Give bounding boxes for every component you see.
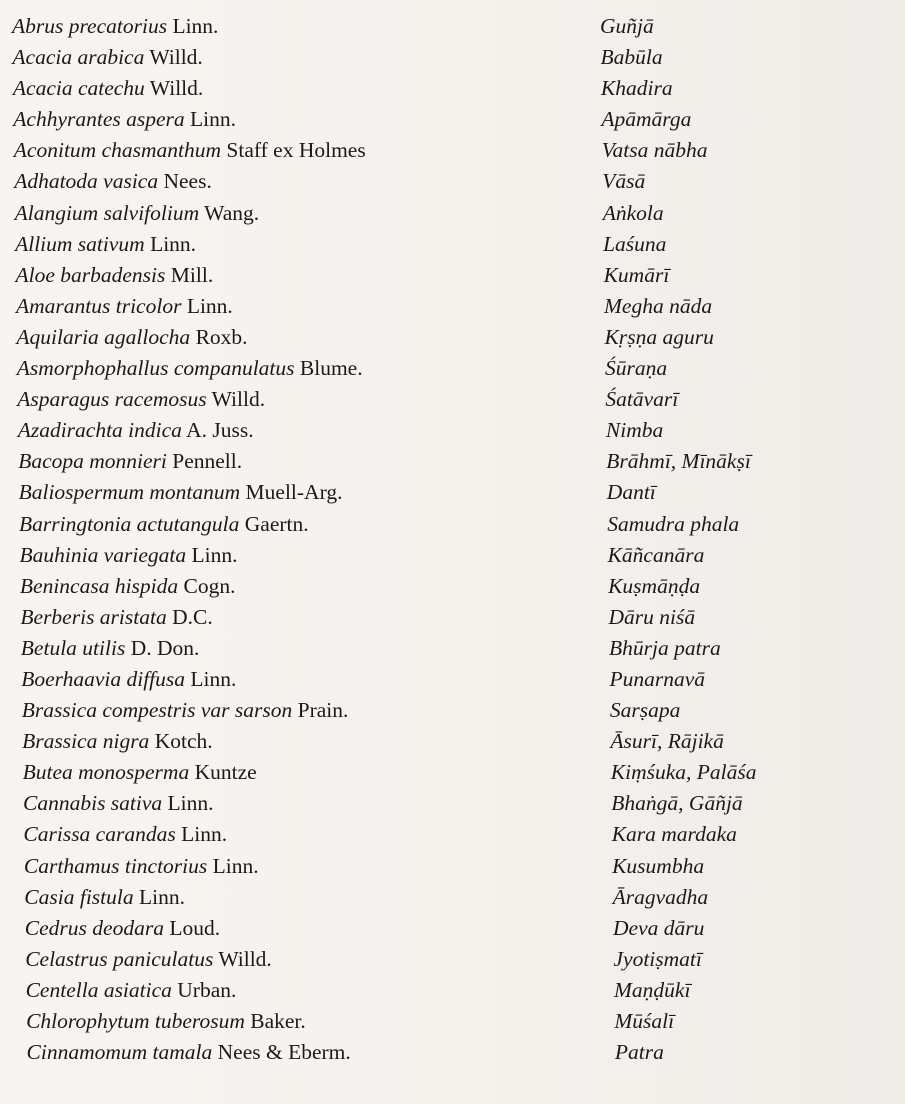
authority: Blume. xyxy=(294,356,363,381)
sanskrit-name: Bhūrja patra xyxy=(609,635,721,660)
list-item xyxy=(0,543,905,574)
sanskrit-name: Kiṃśuka, Palāśa xyxy=(610,760,757,785)
species-name: Baliospermum montanum xyxy=(18,480,241,505)
sanskrit-name: Brāhmī, Mīnākṣī xyxy=(606,449,751,474)
botanical-name xyxy=(26,978,237,1003)
authority: A. Juss. xyxy=(181,418,254,443)
botanical-name xyxy=(16,325,247,350)
authority: Linn. xyxy=(181,293,233,318)
sanskrit-name: Megha nāda xyxy=(604,293,713,318)
botanical-name xyxy=(14,138,366,163)
authority: Loud. xyxy=(163,915,221,940)
list-item xyxy=(0,76,905,107)
list-item xyxy=(0,418,905,449)
botanical-name xyxy=(27,1040,351,1065)
list-item xyxy=(0,449,905,480)
list-item xyxy=(0,854,905,885)
species-name: Benincasa hispida xyxy=(19,573,179,598)
species-name: Carthamus tinctorius xyxy=(23,853,208,878)
sanskrit-name: Apāmārga xyxy=(601,107,692,132)
list-item xyxy=(0,107,905,138)
botanical-name xyxy=(23,822,227,847)
botanical-name xyxy=(22,698,349,723)
species-name: Berberis aristata xyxy=(20,604,167,629)
list-item xyxy=(0,822,905,853)
species-name: Amarantus tricolor xyxy=(16,293,182,318)
authority: Staff ex Holmes xyxy=(221,138,366,163)
list-item xyxy=(0,14,905,45)
list-item xyxy=(0,45,905,76)
species-name: Brassica compestris var sarson xyxy=(21,698,293,723)
plant-name-list xyxy=(0,14,905,1071)
species-name: Betula utilis xyxy=(20,635,126,660)
sanskrit-name: Guñjā xyxy=(600,14,654,38)
authority: Prain. xyxy=(292,698,349,723)
list-item xyxy=(0,232,905,263)
botanical-name xyxy=(24,854,259,879)
sanskrit-name: Nimba xyxy=(605,418,664,443)
authority: Linn. xyxy=(175,822,228,847)
botanical-name xyxy=(20,574,236,599)
species-name: Aloe barbadensis xyxy=(15,262,166,287)
authority: Nees. xyxy=(158,169,212,194)
sanskrit-name: Kuṣmāṇḍa xyxy=(608,573,701,598)
botanical-name xyxy=(19,480,343,505)
botanical-name xyxy=(20,543,238,568)
sanskrit-name: Kusumbha xyxy=(612,853,705,878)
authority: Linn. xyxy=(186,542,238,567)
sanskrit-name: Kṛṣṇa aguru xyxy=(604,324,714,349)
botanical-name xyxy=(25,916,220,941)
authority: Linn. xyxy=(144,231,197,256)
list-item xyxy=(0,978,905,1009)
sanskrit-name: Patra xyxy=(614,1040,664,1065)
authority: Linn. xyxy=(167,14,219,38)
authority: Roxb. xyxy=(190,324,248,349)
authority: Mill. xyxy=(165,262,214,287)
sanskrit-name: Aṅkola xyxy=(602,200,664,225)
sanskrit-name: Babūla xyxy=(600,45,663,70)
list-item xyxy=(0,1009,905,1040)
list-item xyxy=(0,667,905,698)
authority: Urban. xyxy=(171,977,237,1002)
sanskrit-name: Kāñcanāra xyxy=(607,542,705,567)
authority: Nees & Eberm. xyxy=(212,1040,351,1065)
list-item xyxy=(0,791,905,822)
list-item xyxy=(0,356,905,387)
botanical-name xyxy=(17,387,265,412)
list-item xyxy=(0,760,905,791)
authority: Linn. xyxy=(133,884,185,909)
species-name: Barringtonia actutangula xyxy=(19,511,240,536)
sanskrit-name: Laśuna xyxy=(603,231,667,256)
authority: Pennell. xyxy=(166,449,243,474)
sanskrit-name: Śatāvarī xyxy=(605,387,679,412)
authority: Linn. xyxy=(162,791,214,816)
species-name: Bauhinia variegata xyxy=(19,542,187,567)
botanical-name xyxy=(16,263,214,288)
sanskrit-name: Punarnavā xyxy=(609,666,706,691)
botanical-name xyxy=(17,356,363,381)
authority: Kotch. xyxy=(149,729,213,754)
list-item xyxy=(0,169,905,200)
list-item xyxy=(0,263,905,294)
sanskrit-name: Bhaṅgā, Gāñjā xyxy=(611,791,743,816)
sanskrit-name: Mūśalī xyxy=(614,1009,675,1033)
species-name: Casia fistula xyxy=(24,884,134,909)
botanical-name xyxy=(21,667,236,692)
list-item xyxy=(0,325,905,356)
authority: Baker. xyxy=(244,1009,306,1033)
species-name: Centella asiatica xyxy=(25,977,172,1002)
botanical-name xyxy=(23,760,257,785)
species-name: Alangium salvifolium xyxy=(14,200,200,225)
species-name: Allium sativum xyxy=(15,231,145,256)
species-name: Asmorphophallus companulatus xyxy=(16,356,295,381)
botanical-name xyxy=(14,169,212,194)
authority: Kuntze xyxy=(189,760,257,785)
list-item xyxy=(0,885,905,916)
species-name: Adhatoda vasica xyxy=(14,169,159,194)
sanskrit-name: Kumārī xyxy=(603,262,670,287)
species-name: Acacia arabica xyxy=(12,45,145,70)
authority: D.C. xyxy=(166,604,213,629)
authority: Cogn. xyxy=(178,573,236,598)
sanskrit-name: Dantī xyxy=(606,480,656,505)
species-name: Chlorophytum tuberosum xyxy=(26,1009,245,1033)
authority: Willd. xyxy=(144,76,204,101)
botanical-name xyxy=(20,605,212,630)
list-item xyxy=(0,294,905,325)
authority: Linn. xyxy=(207,853,259,878)
list-item xyxy=(0,729,905,760)
sanskrit-name: Āsurī, Rājikā xyxy=(610,729,724,754)
species-name: Acacia catechu xyxy=(12,76,145,101)
authority: D. Don. xyxy=(125,635,200,660)
botanical-name xyxy=(13,76,203,101)
authority: Gaertn. xyxy=(239,511,309,536)
botanical-name xyxy=(15,232,196,257)
species-name: Bacopa monnieri xyxy=(18,449,167,474)
list-item xyxy=(0,480,905,511)
list-item xyxy=(0,1040,905,1071)
authority: Willd. xyxy=(144,45,203,70)
botanical-name xyxy=(19,512,309,537)
species-name: Asparagus racemosus xyxy=(17,387,207,412)
botanical-name xyxy=(16,294,233,319)
authority: Wang. xyxy=(199,200,260,225)
sanskrit-name: Vāsā xyxy=(602,169,646,194)
species-name: Butea monosperma xyxy=(22,760,190,785)
botanical-name xyxy=(12,45,202,70)
list-item xyxy=(0,605,905,636)
botanical-name xyxy=(15,201,260,226)
species-name: Achhyrantes aspera xyxy=(13,107,185,132)
species-name: Aconitum chasmanthum xyxy=(13,138,222,163)
species-name: Brassica nigra xyxy=(22,729,150,754)
sanskrit-name: Kara mardaka xyxy=(611,822,737,847)
list-item xyxy=(0,698,905,729)
authority: Linn. xyxy=(184,107,237,132)
species-name: Cinnamomum tamala xyxy=(26,1040,213,1065)
sanskrit-name: Maṇḍūkī xyxy=(614,977,691,1002)
species-name: Aquilaria agallocha xyxy=(16,324,191,349)
list-item xyxy=(0,387,905,418)
sanskrit-name: Khadira xyxy=(600,76,673,101)
authority: Willd. xyxy=(213,946,272,971)
species-name: Boerhaavia diffusa xyxy=(21,666,186,691)
botanical-name xyxy=(22,729,213,754)
sanskrit-name: Sarṣapa xyxy=(609,698,681,723)
list-item xyxy=(0,512,905,543)
species-name: Carissa carandas xyxy=(23,822,176,847)
botanical-name xyxy=(18,418,254,443)
botanical-name xyxy=(12,14,218,39)
botanical-name xyxy=(24,885,185,910)
list-item xyxy=(0,636,905,667)
list-item xyxy=(0,574,905,605)
botanical-name xyxy=(18,449,242,474)
authority: Muell-Arg. xyxy=(240,480,343,505)
list-item xyxy=(0,201,905,232)
list-item xyxy=(0,916,905,947)
species-name: Cedrus deodara xyxy=(24,915,164,940)
authority: Linn. xyxy=(185,666,237,691)
botanical-name xyxy=(13,107,236,132)
sanskrit-name: Āragvadha xyxy=(612,884,709,909)
species-name: Azadirachta indica xyxy=(17,418,182,443)
botanical-name xyxy=(21,636,200,661)
list-item xyxy=(0,138,905,169)
sanskrit-name: Deva dāru xyxy=(613,915,705,940)
sanskrit-name: Jyotiṣmatī xyxy=(613,946,702,971)
species-name: Cannabis sativa xyxy=(23,791,163,816)
botanical-name xyxy=(23,791,214,816)
species-name: Celastrus paniculatus xyxy=(25,946,214,971)
species-name: Abrus precatorius xyxy=(12,14,168,38)
list-item xyxy=(0,947,905,978)
sanskrit-name: Śūraṇa xyxy=(605,356,668,381)
sanskrit-name: Vatsa nābha xyxy=(601,138,708,163)
sanskrit-name: Dāru niśā xyxy=(608,604,696,629)
authority: Willd. xyxy=(206,387,266,412)
botanical-name xyxy=(25,947,272,972)
sanskrit-name: Samudra phala xyxy=(607,511,740,536)
botanical-name xyxy=(26,1009,306,1034)
